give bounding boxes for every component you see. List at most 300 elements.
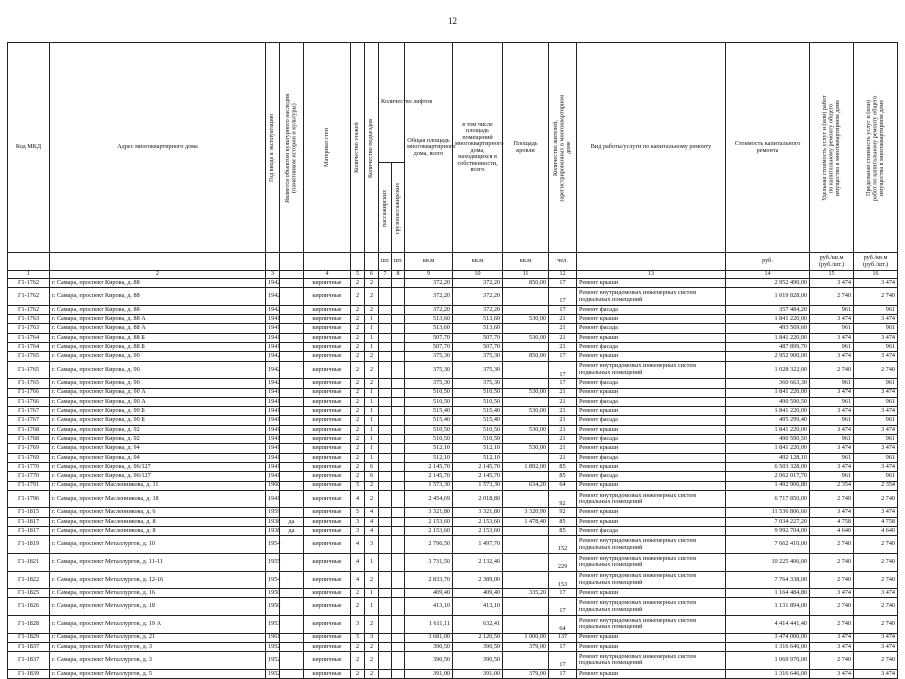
cell-code: Г1-1764 (8, 343, 50, 352)
cell-addr: г. Самара, проспект Металлургов, д. 16 (50, 589, 266, 598)
cell-a2: 2 389,00 (453, 571, 503, 589)
cell-roof (503, 536, 549, 554)
cell-e1 (379, 571, 392, 589)
cell-m: 2 740 (854, 652, 898, 670)
cell-roof: 530,00 (503, 388, 549, 397)
cell-wall: кирпичные (304, 633, 351, 642)
cell-en: 2 (365, 652, 379, 670)
cell-year: 1941 (266, 397, 280, 406)
cell-wall: кирпичные (304, 589, 351, 598)
cell-year: 1942 (266, 352, 280, 361)
cell-cost: 1 316 646,00 (726, 642, 810, 651)
cell-u: 961 (810, 379, 854, 388)
cell-year: 1942 (266, 305, 280, 314)
cell-code: Г1-1825 (8, 589, 50, 598)
cell-a1: 413,10 (405, 598, 453, 616)
cell-e1 (379, 444, 392, 453)
cell-roof: 634,20 (503, 481, 549, 490)
cell-en: 1 (365, 388, 379, 397)
cell-a1: 3 731,50 (405, 553, 453, 571)
table-row (8, 288, 898, 306)
cell-roof (503, 598, 549, 616)
cell-code: Г1-1828 (8, 615, 50, 633)
cell-m: 3 474 (854, 279, 898, 288)
cell-addr: г. Самара, проспект Металлургов, д. 18 (50, 598, 266, 616)
cell-e1 (379, 453, 392, 462)
cell-a1: 510,50 (405, 425, 453, 434)
cell-e1 (379, 379, 392, 388)
cell-code: Г1-1837 (8, 652, 50, 670)
table-row (8, 615, 898, 633)
cell-fl: 2 (351, 407, 365, 416)
cell-roof: 3 320,90 (503, 508, 549, 517)
cell-e1 (379, 279, 392, 288)
col-number: 9 (405, 271, 453, 279)
cell-u: 2 740 (810, 652, 854, 670)
cell-en: 1 (365, 343, 379, 352)
cell-en: 1 (365, 444, 379, 453)
cell-fl: 3 (351, 527, 365, 536)
cell-year: 1941 (266, 315, 280, 324)
cell-addr: г. Самара, проспект Кирова, д. 96/127 (50, 472, 266, 481)
cell-cost: 1 164 484,80 (726, 589, 810, 598)
cell-roof: 379,00 (503, 642, 549, 651)
cell-cost: 493 569,60 (726, 324, 810, 333)
cell-e2 (392, 642, 405, 651)
cell-u: 3 474 (810, 279, 854, 288)
cell-work: Ремонт внутридомовых инженерных систем подвальных помещений (577, 571, 726, 589)
cell-wall: кирпичные (304, 379, 351, 388)
cell-cost: 1 019 828,00 (726, 288, 810, 306)
cell-year: 1941 (266, 407, 280, 416)
cell-a2: 390,50 (453, 652, 503, 670)
cell-fl: 3 (351, 615, 365, 633)
cell-u: 3 474 (810, 352, 854, 361)
cell-m: 961 (854, 453, 898, 462)
table-row (8, 527, 898, 536)
cell-a2: 513,60 (453, 324, 503, 333)
cell-wall: кирпичные (304, 288, 351, 306)
cell-a1: 375,30 (405, 361, 453, 379)
cell-her (280, 462, 304, 471)
cell-year: 1961 (266, 633, 280, 642)
cell-e1 (379, 361, 392, 379)
cell-res: 21 (549, 407, 577, 416)
cell-en: 1 (365, 453, 379, 462)
cell-res: 152 (549, 536, 577, 554)
cell-e1 (379, 642, 392, 651)
cell-res: 17 (549, 279, 577, 288)
cell-en: 1 (365, 553, 379, 571)
cell-code: Г1-1819 (8, 536, 50, 554)
unit-rub: руб. (726, 253, 810, 271)
cell-m: 3 474 (854, 508, 898, 517)
cell-m: 2 740 (854, 536, 898, 554)
cell-work: Ремонт внутридомовых инженерных систем подвальных помещений (577, 598, 726, 616)
cell-work: Ремонт внутридомовых инженерных систем подвальных помещений (577, 490, 726, 508)
cell-wall: кирпичные (304, 472, 351, 481)
table-row (8, 669, 898, 678)
header-entrances: Количество подъездов (365, 43, 379, 253)
cell-fl: 3 (351, 517, 365, 526)
cell-res: 64 (549, 481, 577, 490)
table-row (8, 536, 898, 554)
cell-e1 (379, 407, 392, 416)
cell-year: 1950 (266, 589, 280, 598)
cell-en: 2 (365, 352, 379, 361)
cell-en: 1 (365, 589, 379, 598)
unit-sqm: кв.м (405, 253, 453, 271)
cell-roof (503, 435, 549, 444)
cell-u: 2 354 (810, 481, 854, 490)
cell-work: Ремонт крыши (577, 669, 726, 678)
table-header (8, 43, 898, 271)
cell-e1 (379, 589, 392, 598)
cell-a2: 372,20 (453, 288, 503, 306)
cell-fl: 2 (351, 352, 365, 361)
cell-code: Г1-1765 (8, 352, 50, 361)
cell-cost: 2 952 490,00 (726, 279, 810, 288)
cell-cost: 492 128,10 (726, 453, 810, 462)
table-row (8, 352, 898, 361)
cell-u: 2 740 (810, 536, 854, 554)
cell-m: 961 (854, 324, 898, 333)
cell-cost: 9 992 704,00 (726, 527, 810, 536)
cell-res: 17 (549, 642, 577, 651)
cell-u: 961 (810, 397, 854, 406)
cell-e1 (379, 527, 392, 536)
cell-code: Г1-1768 (8, 425, 50, 434)
cell-cost: 490 590,50 (726, 435, 810, 444)
cell-cost: 1 841 220,00 (726, 315, 810, 324)
cell-e2 (392, 379, 405, 388)
cell-a2: 375,30 (453, 361, 503, 379)
cell-a2: 510,50 (453, 435, 503, 444)
cell-code: Г1-1766 (8, 388, 50, 397)
cell-m: 961 (854, 305, 898, 314)
cell-e2 (392, 472, 405, 481)
cell-m: 961 (854, 416, 898, 425)
cell-res: 21 (549, 397, 577, 406)
cell-work: Ремонт крыши (577, 279, 726, 288)
cell-wall: кирпичные (304, 598, 351, 616)
cell-res: 17 (549, 379, 577, 388)
cell-m: 2 740 (854, 615, 898, 633)
cell-a1: 2 145,70 (405, 462, 453, 471)
cell-cost: 490 590,50 (726, 397, 810, 406)
header-roof-area: Площадь кровли (503, 43, 549, 253)
cell-e2 (392, 481, 405, 490)
cell-addr: г. Самара, проспект Металлургов, д. 12-16 (50, 571, 266, 589)
cell-res: 21 (549, 444, 577, 453)
cell-work: Ремонт внутридомовых инженерных систем подвальных помещений (577, 615, 726, 633)
cell-en: 6 (365, 462, 379, 471)
cell-her (280, 669, 304, 678)
cell-en: 4 (365, 527, 379, 536)
cell-roof: 335,20 (503, 589, 549, 598)
cell-a2: 632,41 (453, 615, 503, 633)
cell-code: Г1-1821 (8, 553, 50, 571)
cell-cost: 1 841 220,00 (726, 444, 810, 453)
capital-repair-table (7, 42, 898, 679)
cell-m: 3 474 (854, 407, 898, 416)
cell-m: 2 740 (854, 288, 898, 306)
cell-her (280, 481, 304, 490)
cell-work: Ремонт фасада (577, 527, 726, 536)
header-unit-cost: Удельная стоимость услуг и (или) работ по капитальному ремонту общего имущества в многоквартирном доме (810, 43, 854, 253)
cell-code: Г1-1768 (8, 435, 50, 444)
cell-m: 2 740 (854, 571, 898, 589)
cell-a2: 372,20 (453, 279, 503, 288)
cell-year: 1941 (266, 324, 280, 333)
cell-u: 961 (810, 343, 854, 352)
cell-a1: 375,30 (405, 352, 453, 361)
col-number: 4 (304, 271, 351, 279)
cell-u: 2 740 (810, 571, 854, 589)
col-number: 14 (726, 271, 810, 279)
cell-m: 3 474 (854, 333, 898, 342)
cell-a2: 390,50 (453, 642, 503, 651)
cell-u: 961 (810, 435, 854, 444)
cell-res: 21 (549, 425, 577, 434)
cell-year: 1938 (266, 517, 280, 526)
cell-e1 (379, 481, 392, 490)
cell-work: Ремонт крыши (577, 481, 726, 490)
cell-a2: 2 153,60 (453, 527, 503, 536)
cell-e2 (392, 397, 405, 406)
cell-en: 6 (365, 472, 379, 481)
cell-u: 961 (810, 416, 854, 425)
cell-her (280, 615, 304, 633)
cell-wall: кирпичные (304, 652, 351, 670)
cell-a1: 512,10 (405, 444, 453, 453)
cell-en: 2 (365, 490, 379, 508)
cell-a1: 510,50 (405, 397, 453, 406)
cell-cost: 1 028 322,00 (726, 361, 810, 379)
cell-roof: 1 000,00 (503, 633, 549, 642)
cell-a1: 2 153,60 (405, 527, 453, 536)
cell-her: да (280, 517, 304, 526)
cell-her (280, 589, 304, 598)
cell-m: 961 (854, 379, 898, 388)
cell-e1 (379, 490, 392, 508)
cell-her (280, 472, 304, 481)
cell-work: Ремонт крыши (577, 333, 726, 342)
cell-year: 1950 (266, 598, 280, 616)
cell-work: Ремонт крыши (577, 633, 726, 642)
cell-year: 1941 (266, 425, 280, 434)
cell-year: 1952 (266, 652, 280, 670)
cell-her (280, 490, 304, 508)
table-row (8, 315, 898, 324)
cell-cost: 2 952 900,00 (726, 352, 810, 361)
cell-e2 (392, 490, 405, 508)
cell-addr: г. Самара, проспект Масленникова, д. 6 (50, 508, 266, 517)
cell-fl: 2 (351, 343, 365, 352)
cell-a1: 2 796,50 (405, 536, 453, 554)
cell-cost: 4 414 441,40 (726, 615, 810, 633)
cell-u: 2 740 (810, 598, 854, 616)
cell-a2: 2 120,50 (453, 633, 503, 642)
cell-res: 17 (549, 305, 577, 314)
cell-res: 17 (549, 352, 577, 361)
header-code: Код МКД (8, 43, 50, 253)
unit-sqm-2: кв.м (453, 253, 503, 271)
cell-en: 1 (365, 397, 379, 406)
cell-e2 (392, 598, 405, 616)
cell-roof (503, 305, 549, 314)
table-row (8, 407, 898, 416)
cell-wall: кирпичные (304, 361, 351, 379)
cell-a1: 1 573,30 (405, 481, 453, 490)
cell-cost: 7 764 338,00 (726, 571, 810, 589)
cell-m: 3 474 (854, 444, 898, 453)
cell-her (280, 642, 304, 651)
cell-en: 4 (365, 508, 379, 517)
cell-wall: кирпичные (304, 435, 351, 444)
cell-a1: 2 153,60 (405, 517, 453, 526)
cell-e2 (392, 435, 405, 444)
cell-wall: кирпичные (304, 444, 351, 453)
cell-wall: кирпичные (304, 508, 351, 517)
cell-en: 1 (365, 425, 379, 434)
cell-wall: кирпичные (304, 407, 351, 416)
cell-m: 4 640 (854, 527, 898, 536)
cell-work: Ремонт крыши (577, 642, 726, 651)
cell-roof: 850,00 (503, 279, 549, 288)
table-row (8, 444, 898, 453)
header-work-type: Вид работы/услуги по капитальному ремонту (577, 43, 726, 253)
cell-res: 92 (549, 490, 577, 508)
cell-e2 (392, 615, 405, 633)
cell-work: Ремонт фасада (577, 379, 726, 388)
cell-work: Ремонт крыши (577, 589, 726, 598)
cell-code: Г1-1837 (8, 642, 50, 651)
cell-a2: 3 321,80 (453, 508, 503, 517)
cell-e2 (392, 527, 405, 536)
cell-res: 21 (549, 435, 577, 444)
cell-a1: 515,40 (405, 407, 453, 416)
cell-a2: 391,00 (453, 669, 503, 678)
cell-her (280, 343, 304, 352)
cell-work: Ремонт фасада (577, 397, 726, 406)
cell-en: 2 (365, 288, 379, 306)
table-row (8, 652, 898, 670)
header-residents: Количество жителей, зарегистрированных в многоквартирном доме (549, 43, 577, 253)
cell-roof (503, 553, 549, 571)
cell-roof (503, 472, 549, 481)
table-row (8, 279, 898, 288)
cell-res: 17 (549, 652, 577, 670)
cell-year: 1941 (266, 333, 280, 342)
cell-roof: 1 478,40 (503, 517, 549, 526)
cell-res: 21 (549, 324, 577, 333)
cell-u: 961 (810, 324, 854, 333)
cell-a1: 3 321,80 (405, 508, 453, 517)
cell-m: 2 740 (854, 598, 898, 616)
cell-cost: 1 316 646,00 (726, 669, 810, 678)
cell-e2 (392, 571, 405, 589)
cell-e1 (379, 352, 392, 361)
cell-res: 21 (549, 453, 577, 462)
cell-code: Г1-1763 (8, 315, 50, 324)
cell-fl: 2 (351, 333, 365, 342)
cell-year: 1941 (266, 453, 280, 462)
header-elevators-passenger: пассажирских (379, 163, 392, 253)
cell-res: 85 (549, 462, 577, 471)
cell-fl: 5 (351, 633, 365, 642)
cell-work: Ремонт крыши (577, 517, 726, 526)
cell-wall: кирпичные (304, 527, 351, 536)
cell-fl: 2 (351, 435, 365, 444)
cell-u: 2 740 (810, 288, 854, 306)
cell-m: 2 740 (854, 553, 898, 571)
cell-addr: г. Самара, проспект Металлургов, д. 3 (50, 642, 266, 651)
cell-e2 (392, 305, 405, 314)
column-numbers-row (8, 271, 898, 279)
cell-code: Г1-1763 (8, 324, 50, 333)
units-row (8, 253, 898, 271)
cell-u: 3 474 (810, 444, 854, 453)
cell-a2: 513,60 (453, 315, 503, 324)
cell-e2 (392, 536, 405, 554)
cell-u: 3 474 (810, 589, 854, 598)
cell-a2: 507,70 (453, 343, 503, 352)
cell-code: Г1-1826 (8, 598, 50, 616)
cell-cost: 1 131 894,00 (726, 598, 810, 616)
cell-work: Ремонт фасада (577, 343, 726, 352)
cell-a2: 510,50 (453, 397, 503, 406)
cell-code: Г1-1769 (8, 453, 50, 462)
cell-roof: 530,00 (503, 333, 549, 342)
cell-year: 1941 (266, 444, 280, 453)
cell-addr: г. Самара, проспект Кирова, д. 90 Б (50, 416, 266, 425)
table-row (8, 571, 898, 589)
cell-wall: кирпичные (304, 453, 351, 462)
cell-e2 (392, 633, 405, 642)
cell-e1 (379, 633, 392, 642)
cell-fl: 4 (351, 490, 365, 508)
cell-her (280, 633, 304, 642)
cell-wall: кирпичные (304, 425, 351, 434)
cell-wall: кирпичные (304, 305, 351, 314)
cell-addr: г. Самара, проспект Кирова, д. 90 (50, 352, 266, 361)
cell-addr: г. Самара, проспект Масленникова, д. 11 (50, 481, 266, 490)
cell-wall: кирпичные (304, 416, 351, 425)
cell-roof (503, 379, 549, 388)
cell-fl: 2 (351, 288, 365, 306)
cell-res: 17 (549, 361, 577, 379)
cell-year: 1953 (266, 615, 280, 633)
cell-roof: 530,00 (503, 425, 549, 434)
cell-year: 1941 (266, 462, 280, 471)
header-floors: Количество этажей (351, 43, 365, 253)
cell-e2 (392, 589, 405, 598)
cell-u: 961 (810, 472, 854, 481)
table-row (8, 343, 898, 352)
cell-res: 92 (549, 508, 577, 517)
cell-u: 3 474 (810, 462, 854, 471)
cell-m: 3 474 (854, 642, 898, 651)
cell-e2 (392, 462, 405, 471)
cell-cost: 6 503 328,00 (726, 462, 810, 471)
cell-addr: г. Самара, проспект Металлургов, д. 11-11 (50, 553, 266, 571)
cell-a1: 391,00 (405, 669, 453, 678)
cell-u: 3 474 (810, 388, 854, 397)
cell-year: 1941 (266, 388, 280, 397)
header-elevators: Количество лифтов (379, 43, 405, 163)
cell-code: Г1-1770 (8, 462, 50, 471)
